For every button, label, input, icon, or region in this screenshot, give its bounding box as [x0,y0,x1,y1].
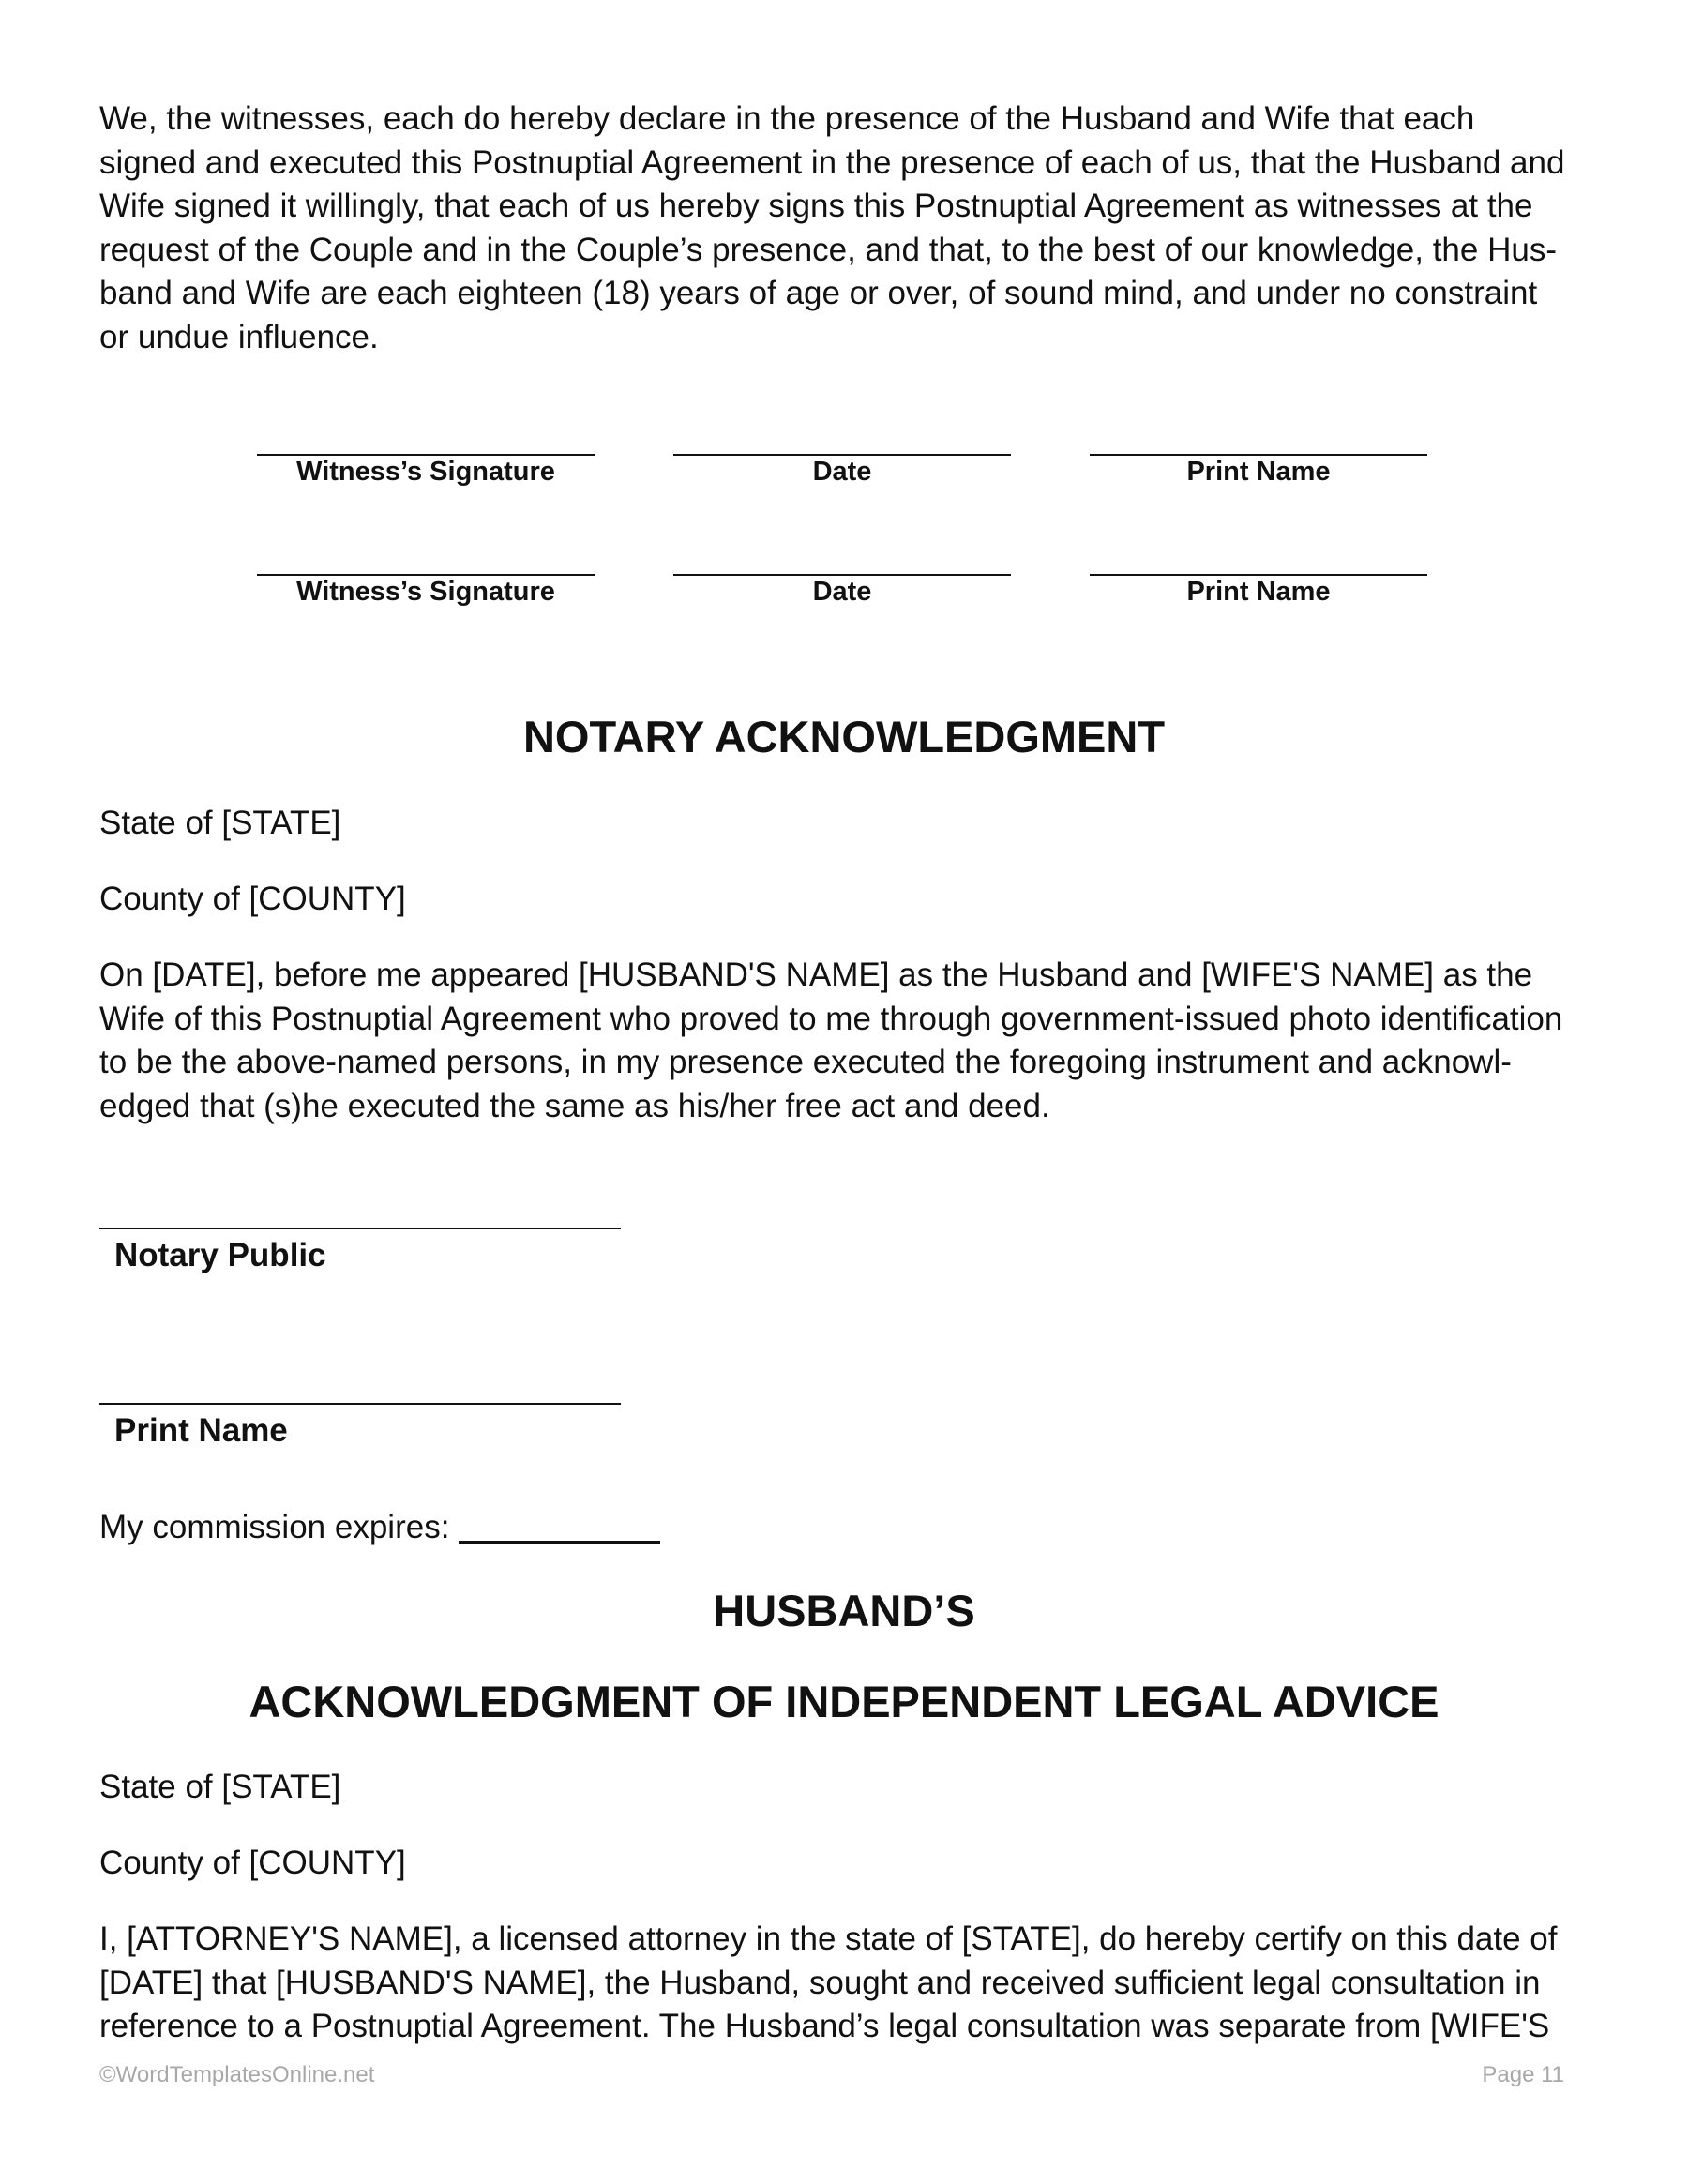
paragraph-line: Wife of this Postnuptial Agreement who proved to me through government-issued photo identification [99,1000,1563,1037]
husband-county: County of [COUNTY] [99,1845,406,1881]
witness-signature-label: Witness’s Signature [296,577,555,607]
commission-label: My commission expires: [99,1509,450,1545]
witness-print-name-label: Print Name [1186,457,1331,487]
commission-blank[interactable] [459,1509,660,1544]
notary-heading: NOTARY ACKNOWLEDGMENT [522,712,1166,761]
notary-county: County of [COUNTY] [99,881,406,917]
witness-print-name-label: Print Name [1186,577,1331,607]
paragraph-line: edged that (s)he executed the same as his/her free act and deed. [99,1087,1050,1124]
footer-copyright: ©WordTemplatesOnline.net [99,2062,375,2087]
witness-declaration-paragraph [99,98,1600,359]
paragraph-line: reference to a Postnuptial Agreement. The Husband’s legal consultation was separate from [WIFE'S [99,2008,1550,2044]
husband-state: State of [STATE] [99,1769,341,1805]
notary-public-label: Notary Public [114,1237,326,1273]
paragraph-line: or undue influence. [99,318,379,355]
paragraph-line: signed and executed this Postnuptial Agreement in the presence of each of us, that the Husband and [99,143,1565,181]
witness-date-label: Date [812,577,872,607]
husband-body-paragraph [99,1918,1600,2049]
notary-state: State of [STATE] [99,805,341,841]
husband-subheading: ACKNOWLEDGMENT OF INDEPENDENT LEGAL ADVICE [249,1677,1439,1726]
witness-date-label: Date [812,457,872,487]
paragraph-line: request of the Couple and in the Couple’s presence, and that, to the best of our knowledge, the Hus- [99,231,1557,268]
paragraph-line: We, the witnesses, each do hereby declare in the presence of the Husband and Wife that each [99,100,1475,137]
paragraph-line: band and Wife are each eighteen (18) years of age or over, of sound mind, and under no constraint [99,275,1538,311]
husband-heading: HUSBAND’S [713,1586,975,1635]
paragraph-line: to be the above-named persons, in my presence executed the foregoing instrument and acknowl- [99,1044,1512,1080]
paragraph-line: Wife signed it willingly, that each of us hereby signs this Postnuptial Agreement as witnesses at the [99,188,1533,224]
notary-body-paragraph [99,954,1600,1128]
commission-expires [99,1506,660,1549]
notary-print-name-line[interactable] [99,1403,621,1405]
notary-print-name-label: Print Name [114,1412,288,1449]
notary-signature-line[interactable] [99,1228,621,1229]
footer-page-number: Page 11 [1482,2062,1564,2087]
witness-signature-label: Witness’s Signature [296,457,555,487]
paragraph-line: I, [ATTORNEY'S NAME], a licensed attorney in the state of [STATE], do hereby certify on this date of [99,1920,1558,1957]
paragraph-line: [DATE] that [HUSBAND'S NAME], the Husband, sought and received sufficient legal consultation in [99,1964,1541,2001]
paragraph-line: On [DATE], before me appeared [HUSBAND'S NAME] as the Husband and [WIFE'S NAME] as the [99,956,1533,993]
